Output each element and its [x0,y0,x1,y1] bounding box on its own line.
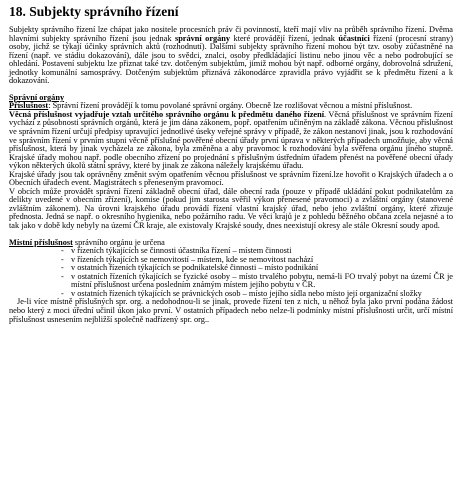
vecna-paragraph [9,111,453,171]
spacer [9,86,453,94]
list-item: - v ostatních řízeních týkajících se fyzické osoby – místo trvalého pobytu, nemá-li FO trvalý pobyt na území ČR je místní příslušnost určena posledním známým místem jejího pobytu v ČR. [61,271,453,290]
list-item: - v řízeních týkajících se nemovitostí – místem, kde se nemovitost nachází [61,254,314,264]
dash-bullet-icon: - [61,246,64,256]
closing-paragraph: Je-li více místně příslušných spr. org. a nedohodnou-li se jinak, provede řízení ten z nich, u něhož byla jako první podána žádost nebo který z moci úřední učinil úkon jako první. V ostatních případech nebo nelze-li podmínky místní příslušnosti určit, určí místní příslušnost usnesením nejbližší společně nadřízený spr. org.. [9,297,453,324]
vobcich-paragraph: V obcích může provádět správní řízení základně obecní úřad, dále obecní rada (pouze v případě ukládání pokut podnikatelům za delikty uvedené v obecním zřízení), komise (pokud jim starosta svěřil výkon přenesené pravomoci) a zvláštní orgány (stanovené zvláštním zákonem). Na úrovni krajského úřadu provádí řízení vlastní krajský úřad, nebo jeho zvláštní orgány, které zřizuje přednosta. Jedná se např. o okresního hygienika, nebo požárního radu. Ve věci krajů je z pohledu běžného občana zcela nejasné a to tak jako v době kdy nebyly na území ČR kraje, ale existovaly Krajské soudy, dnes neexistují okresy ale stále Okresní soudy apod. [9,186,453,231]
mistni-text: správního orgánu je určena [72,237,165,247]
section-heading: Správní orgány [9,92,65,102]
list-item: - v ostatních řízeních týkajících se právnických osob – místo jejího sídla nebo místo její organizační složky [61,288,422,298]
list-item: - v řízeních týkajících se činnosti účastníka řízení – místem činnosti [61,246,292,256]
dash-bullet-icon: - [61,263,64,273]
page-title: 18. Subjekty správního řízení [9,4,179,19]
prislusnost-text: : Správní řízení provádějí k tomu povolané správní orgány. Obecně lze rozlišovat věcnou a místní příslušnost. [48,101,413,111]
prislusnost-label: Příslušnost [9,101,49,111]
intro-bold-ucastnici: účastníci [338,33,370,43]
vecna-text: . Věcná příslušnost ve správním řízení vychází z působnosti správních orgánů, která je jim dána zákonem, popř. opatřením učiněným na základě zákona. Věcnou příslušnost ve správním řízení určují předpisy upravující jednotlivé úseky veřejné správy v případě, že zákon nestanoví jinak, jsou k rozhodování ve správním řízení v prvním stupni věcně příslušné pověřené obecní úřady první úprava v některých případech umožňuje, aby věcná příslušnost, která by jinak vycházela ze zákona, byla změněna a aby pravomoc k rozhodování byla svěřena orgánu jiného stupně. Krajské úřady mohou např. podle obecního zřízení po projednání s příslušným ústředním úřadem přenést na pověřené obecní úřady výkon některých úkolů státní správy, které by jinak ze zákona náležely krajskému úřadu. [9,109,453,171]
document-page [9,4,453,324]
intro-bold-spravni-organy: správní orgány [174,33,231,43]
intro-paragraph [9,26,453,86]
intro-text-1: Subjekty správního řízení lze chápat jako nositele procesních práv či povinností, kteří mají vliv na průběh správního řízení. Dvěma hlavními subjekty správního řízení jsou jednak [9,25,453,43]
mistni-list [9,247,453,298]
krajske-paragraph: Krajské úřady jsou tak oprávněny změnit svým opatřením věcnou příslušnost ve správním řízení.lze hovořit o Krajských úřadech a o Obecních úřadech event. Magistrátech s přeneseným pravomocí. [9,169,453,188]
vecna-bold: Věcná příslušnost vyjadřuje vztah určitého správního orgánu k předmětu daného řízení [9,109,325,119]
dash-bullet-icon: - [61,288,64,298]
intro-text-2: které provádějí řízení, jednak [230,33,339,43]
intro-text-3: řízení (procesní strany) osoby, jichž se týkají účinky správních aktů (rozhodnutí). Dalšími subjekty správního řízení mohou být tzv. osoby zúčastněné na řízení (např. ve stádiu dokazování), dále jsou to svědci, znalci, osoby předkládající listinu nebo jinou věc a nebo podrobující se ohledání. Postavení subjektu lze přiznat také tzv. dotčeným subjektům, jimiž mohou být např. odborné orgány, dobrovolná sdružení, jednotky komunální samosprávy. Dotčeným subjektům přiznává zákonodárce zpravidla právo vyjádřit se k předmětu řízení a k dokazování. [9,33,453,86]
mistni-label: Místní příslušnost [9,237,73,247]
dash-bullet-icon: - [61,271,64,281]
dash-bullet-icon: - [61,254,64,264]
list-item: - v ostatních řízeních týkajících se podnikatelské činnosti – místo podnikání [61,263,319,273]
